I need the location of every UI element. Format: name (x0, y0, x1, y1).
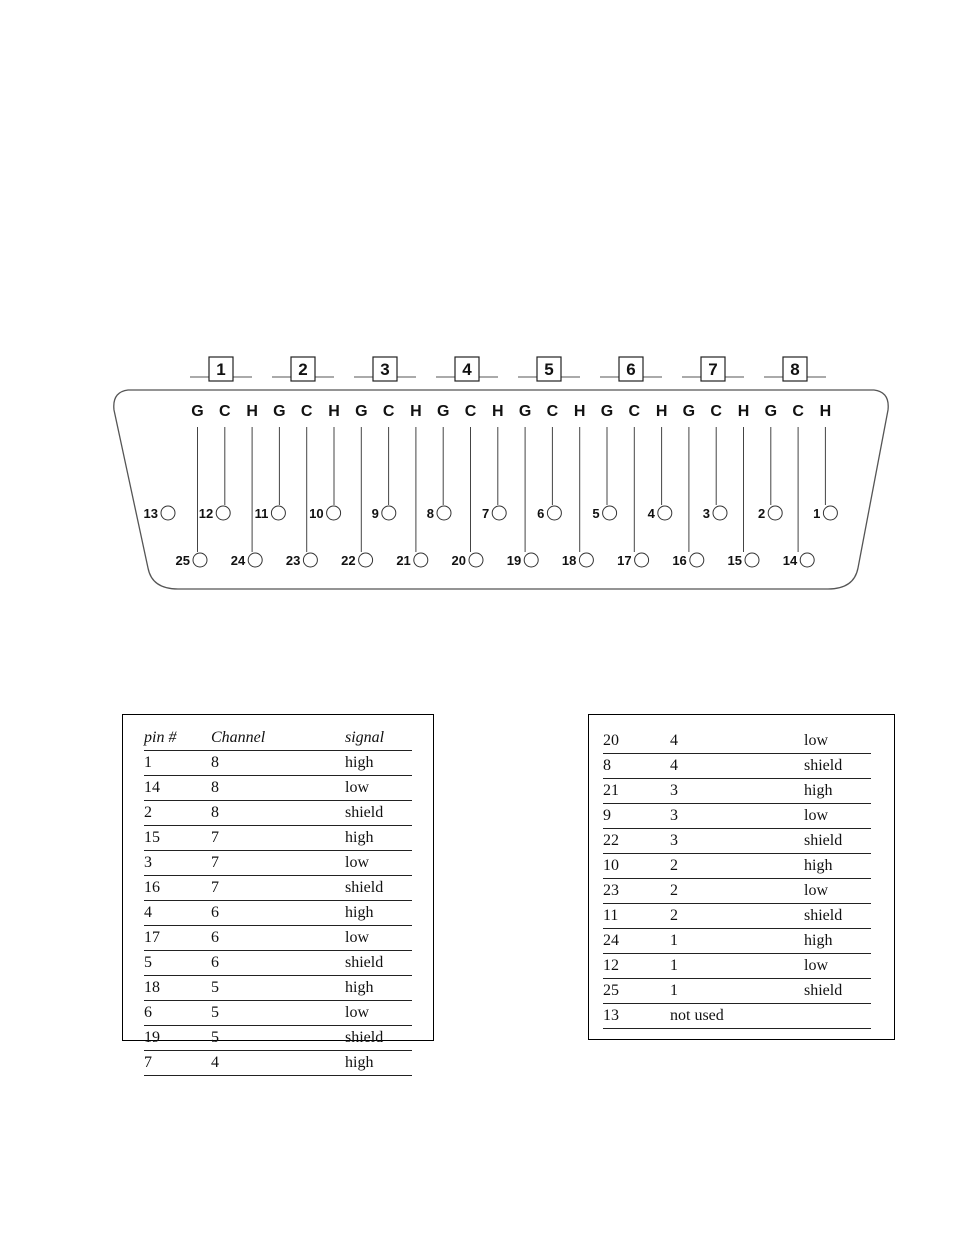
table-row (144, 901, 412, 926)
channel-cell: 3 (670, 804, 804, 829)
table-row (144, 776, 412, 801)
contact-letter-g: G (600, 403, 614, 420)
pin-17-socket (635, 553, 649, 567)
table-row (603, 954, 871, 979)
signal-cell: high (804, 779, 871, 804)
pin-13-label: 13 (143, 506, 158, 521)
pin-cell: 12 (603, 954, 670, 979)
pin-19-socket (524, 553, 538, 567)
channel-cell: 7 (211, 876, 345, 901)
channel-cell: 8 (211, 751, 345, 776)
table-row (603, 979, 871, 1004)
contact-letter-g: G (273, 403, 286, 420)
pin-8-socket (437, 506, 451, 520)
channel-cell: 4 (211, 1051, 345, 1076)
connector-wires (198, 427, 826, 552)
contact-letter-h: H (492, 403, 504, 420)
channel-cell: 2 (670, 854, 804, 879)
contact-letter-c: C (219, 403, 231, 420)
signal-cell: high (345, 826, 412, 851)
pin-10-socket (327, 506, 341, 520)
pin-19-label: 19 (506, 553, 522, 568)
contact-letter-c: C (546, 403, 559, 420)
channel-cell: 6 (211, 901, 345, 926)
pin-cell: 14 (144, 776, 211, 801)
signal-cell: low (345, 1001, 412, 1026)
channel-label-6: 6 (626, 360, 636, 379)
channel-label-7: 7 (708, 360, 718, 379)
contact-letter-h: H (246, 403, 258, 420)
header-channel: Channel (211, 726, 345, 751)
pin-24-socket (248, 553, 262, 567)
pin-1-socket (823, 506, 837, 520)
pin-cell: 17 (144, 926, 211, 951)
table-row (603, 879, 871, 904)
signal-cell: high (804, 854, 871, 879)
pin-24-label: 24 (230, 553, 246, 568)
table-row (603, 854, 871, 879)
channel-cell: 5 (211, 1026, 345, 1051)
pin-15-socket (745, 553, 759, 567)
pin-cell: 7 (144, 1051, 211, 1076)
table-header-row (144, 726, 412, 751)
top-row-pins (144, 506, 838, 521)
pin-cell: 13 (603, 1004, 670, 1029)
contact-letter-c: C (464, 403, 477, 420)
signal-cell: low (804, 954, 871, 979)
contact-letter-c: C (300, 403, 313, 420)
pin-4-socket (658, 506, 672, 520)
table-row (603, 904, 871, 929)
contact-letters (191, 403, 831, 420)
contact-letter-c: C (382, 403, 395, 420)
signal-cell: shield (345, 801, 412, 826)
pin-21-socket (414, 553, 428, 567)
table-row (144, 876, 412, 901)
table-row (603, 804, 871, 829)
pin-25-socket (193, 553, 207, 567)
signal-cell: shield (804, 829, 871, 854)
pin-cell: 21 (603, 779, 670, 804)
contact-letter-c: C (628, 403, 641, 420)
pin-23-label: 23 (285, 553, 301, 568)
pin-15-label: 15 (727, 553, 742, 568)
header-signal: signal (345, 726, 412, 751)
contact-letter-h: H (573, 403, 586, 420)
signal-cell: low (345, 776, 412, 801)
table-row (144, 1026, 412, 1051)
pin-21-label: 21 (396, 553, 411, 568)
table-row (144, 751, 412, 776)
contact-letter-g: G (355, 403, 368, 420)
pin-3-socket (713, 506, 727, 520)
contact-letter-g: G (682, 403, 696, 420)
pin-cell: 11 (603, 904, 670, 929)
pin-cell: 1 (144, 751, 211, 776)
pin-cell: 25 (603, 979, 670, 1004)
channel-cell: 2 (670, 879, 804, 904)
pin-12-socket (216, 506, 230, 520)
pin-16-label: 16 (672, 553, 687, 568)
pin-1-label: 1 (813, 506, 821, 521)
contact-letter-h: H (328, 403, 340, 420)
channel-cell: 7 (211, 826, 345, 851)
pin-cell: 20 (603, 729, 670, 754)
pin-cell: 9 (603, 804, 670, 829)
signal-cell: low (804, 879, 871, 904)
pin-8-label: 8 (426, 506, 434, 521)
pin-cell: 6 (144, 1001, 211, 1026)
pin-11-socket (271, 506, 285, 520)
channel-cell: 1 (670, 979, 804, 1004)
table-row (144, 801, 412, 826)
contact-letter-h: H (655, 403, 668, 420)
pin-6-socket (547, 506, 561, 520)
channel-cell: 2 (670, 904, 804, 929)
table-row (144, 926, 412, 951)
signal-cell: high (345, 901, 412, 926)
contact-letter-c: C (710, 403, 722, 420)
pin-3-label: 3 (702, 506, 710, 521)
pin-cell: 22 (603, 829, 670, 854)
table-row (144, 1001, 412, 1026)
signal-cell: shield (804, 904, 871, 929)
pin-7-socket (492, 506, 506, 520)
channel-cell: 5 (211, 1001, 345, 1026)
pinout-table-left-grid (144, 726, 412, 1076)
contact-letter-h: H (819, 403, 832, 420)
table-row (603, 754, 871, 779)
pin-14-label: 14 (782, 553, 798, 568)
channel-cell: 4 (670, 729, 804, 754)
signal-cell: low (804, 804, 871, 829)
pin-2-label: 2 (757, 506, 766, 521)
channel-cell: 5 (211, 976, 345, 1001)
pin-22-socket (359, 553, 373, 567)
channel-label-3: 3 (380, 360, 390, 379)
table-row (144, 826, 412, 851)
channel-label-8: 8 (790, 360, 800, 379)
channel-label-1: 1 (216, 360, 226, 379)
pin-cell: 16 (144, 876, 211, 901)
signal-cell: high (345, 1051, 412, 1076)
pin-cell: 10 (603, 854, 670, 879)
signal-cell (804, 1004, 871, 1029)
pin-18-label: 18 (561, 553, 577, 568)
contact-letter-c: C (792, 403, 804, 420)
pinout-table-right-grid (603, 729, 871, 1029)
pin-7-label: 7 (481, 506, 490, 521)
contact-letter-h: H (737, 403, 750, 420)
table-row (603, 1004, 871, 1029)
pin-20-label: 20 (451, 553, 466, 568)
channel-cell: 1 (670, 954, 804, 979)
signal-cell: high (345, 976, 412, 1001)
table-row (144, 951, 412, 976)
signal-cell: shield (804, 754, 871, 779)
channel-cell: 4 (670, 754, 804, 779)
channel-cell: 3 (670, 779, 804, 804)
contact-letter-h: H (410, 403, 422, 420)
bottom-row-pins (176, 553, 815, 568)
pin-cell: 4 (144, 901, 211, 926)
channel-cell: 3 (670, 829, 804, 854)
signal-cell: shield (345, 1026, 412, 1051)
pin-12-label: 12 (198, 506, 214, 521)
table-row (603, 829, 871, 854)
pin-13-socket (161, 506, 175, 520)
pin-4-label: 4 (647, 506, 655, 521)
signal-cell: high (804, 929, 871, 954)
pin-25-label: 25 (175, 553, 190, 568)
signal-cell: high (345, 751, 412, 776)
pin-cell: 8 (603, 754, 670, 779)
pin-cell: 5 (144, 951, 211, 976)
channel-boxes (190, 357, 826, 381)
pin-9-socket (382, 506, 396, 520)
pin-cell: 2 (144, 801, 211, 826)
table-row (603, 779, 871, 804)
pin-cell: 23 (603, 879, 670, 904)
pin-18-socket (579, 553, 593, 567)
pin-cell: 19 (144, 1026, 211, 1051)
signal-cell: low (345, 851, 412, 876)
pin-cell: 15 (144, 826, 211, 851)
contact-letter-g: G (518, 403, 532, 420)
pin-5-label: 5 (592, 506, 600, 521)
contact-letter-g: G (191, 403, 204, 420)
pin-cell: 3 (144, 851, 211, 876)
pinout-table-right (588, 714, 895, 1040)
pin-2-socket (768, 506, 782, 520)
contact-letter-g: G (436, 403, 450, 420)
pin-cell: 18 (144, 976, 211, 1001)
table-row (603, 929, 871, 954)
pin-6-label: 6 (537, 506, 545, 521)
pin-11-label: 11 (254, 506, 269, 521)
channel-cell: 8 (211, 776, 345, 801)
pin-5-socket (603, 506, 617, 520)
channel-cell: 7 (211, 851, 345, 876)
signal-cell: shield (345, 951, 412, 976)
table-row (144, 1051, 412, 1076)
table-row (603, 729, 871, 754)
pin-10-label: 10 (309, 506, 324, 521)
table-row (144, 976, 412, 1001)
channel-label-2: 2 (298, 360, 308, 379)
channel-cell: not used (670, 1004, 804, 1029)
contact-letter-g: G (764, 403, 778, 420)
pin-16-socket (690, 553, 704, 567)
pin-22-label: 22 (341, 553, 356, 568)
pin-17-label: 17 (617, 553, 632, 568)
pin-9-label: 9 (371, 506, 379, 521)
channel-label-4: 4 (462, 360, 472, 379)
signal-cell: shield (804, 979, 871, 1004)
channel-cell: 1 (670, 929, 804, 954)
table-row (144, 851, 412, 876)
pin-20-socket (469, 553, 483, 567)
channel-cell: 6 (211, 951, 345, 976)
pinout-table-left (122, 714, 434, 1071)
pin-cell: 24 (603, 929, 670, 954)
signal-cell: low (804, 729, 871, 754)
signal-cell: shield (345, 876, 412, 901)
pin-23-socket (303, 553, 317, 567)
channel-label-5: 5 (544, 360, 554, 379)
pin-14-socket (800, 553, 814, 567)
channel-cell: 6 (211, 926, 345, 951)
channel-cell: 8 (211, 801, 345, 826)
signal-cell: low (345, 926, 412, 951)
header-pin: pin # (144, 726, 211, 751)
